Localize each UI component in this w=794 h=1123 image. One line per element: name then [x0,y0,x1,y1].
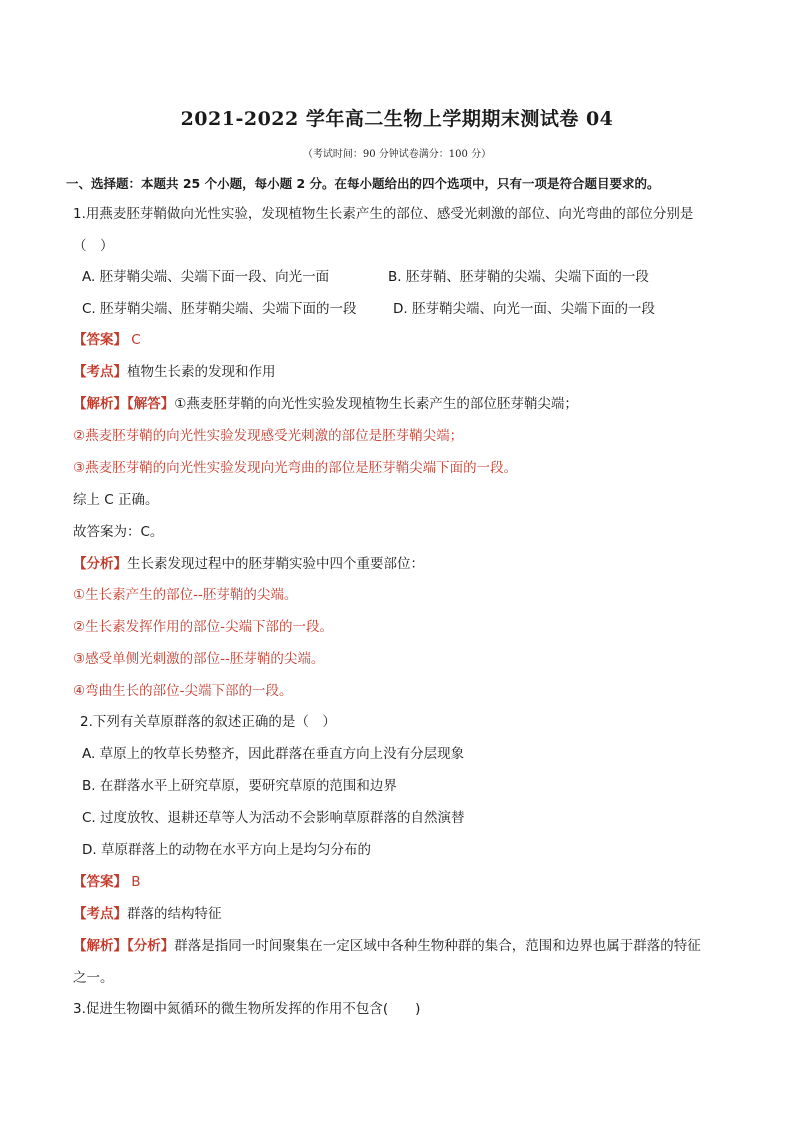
section-header: 一、选择题：本题共 25 个小题，每小题 2 分。在每小题给出的四个选项中，只有一项是符合题目要求的。 [66,176,660,191]
kaodian-tag: 【考点】 [73,364,127,380]
q1-option-a: A. 胚芽鞘尖端、尖端下面一段、向光一面 [82,269,330,285]
q1-summary: 综上 C 正确。 [73,492,159,508]
kaodian-text: 群落的结构特征 [127,906,222,922]
q2-jiexi-2: 之一。 [73,970,114,986]
exam-info: （考试时间：90 分钟试卷满分：100 分） [302,149,492,160]
q1-option-b: B. 胚芽鞘、胚芽鞘的尖端、尖端下面的一段 [388,269,649,285]
q1-paren: （ ） [73,238,114,254]
q2-option-c: C. 过度放牧、退耕还草等人为活动不会影响草原群落的自然演替 [82,810,465,826]
jiexi-tag: 【解析】【解答】 [73,396,175,412]
fenxi-text: 生长素发现过程中的胚芽鞘实验中四个重要部位： [127,556,424,572]
q2-option-a: A. 草原上的牧草长势整齐，因此群落在垂直方向上没有分层现象 [82,746,465,762]
q2-answer [73,873,141,891]
fenxi-tag: 【分析】 [73,556,127,572]
answer-tag: 【答案】 [73,874,127,890]
q1-point-4: ④弯曲生长的部位-尖端下部的一段。 [73,683,293,699]
page-title: 2021-2022 学年高二生物上学期期末测试卷 04 [180,108,614,130]
q1-option-d: D. 胚芽鞘尖端、向光一面、尖端下面的一段 [393,301,655,317]
q1-kaodian [73,363,276,381]
q1-option-c: C. 胚芽鞘尖端、胚芽鞘尖端、尖端下面的一段 [82,301,357,317]
kaodian-text: 植物生长素的发现和作用 [127,364,276,380]
jiexi-tag: 【解析】【分析】 [73,938,175,954]
q1-point-1: ①生长素产生的部位--胚芽鞘的尖端。 [73,587,298,603]
q2-jiexi [73,937,701,955]
q2-stem: 2.下列有关草原群落的叙述正确的是（ ） [80,714,336,730]
q1-final: 故答案为：C。 [73,524,164,540]
q2-option-d: D. 草原群落上的动物在水平方向上是均匀分布的 [82,842,371,858]
q1-jiexi-2: ②燕麦胚芽鞘的向光性实验发现感受光刺激的部位是胚芽鞘尖端； [73,428,464,444]
q3-stem: 3.促进生物圈中氮循环的微生物所发挥的作用不包含( ) [73,1001,421,1017]
q2-kaodian [73,905,222,923]
q1-stem: 1.用燕麦胚芽鞘做向光性实验，发现植物生长素产生的部位、感受光刺激的部位、向光弯曲的部位分别是 [73,206,694,222]
jiexi-text: 群落是指同一时间聚集在一定区域中各种生物种群的集合，范围和边界也属于群落的特征 [174,938,701,954]
q1-jiexi-3: ③燕麦胚芽鞘的向光性实验发现向光弯曲的部位是胚芽鞘尖端下面的一段。 [73,460,518,476]
answer-tag: 【答案】 [73,332,127,348]
q1-point-3: ③感受单侧光刺激的部位--胚芽鞘的尖端。 [73,651,325,667]
jiexi-text: ①燕麦胚芽鞘的向光性实验发现植物生长素产生的部位胚芽鞘尖端； [174,396,578,412]
q1-fenxi [73,555,424,573]
q1-point-2: ②生长素发挥作用的部位-尖端下部的一段。 [73,619,333,635]
q1-jiexi [73,395,578,413]
q2-option-b: B. 在群落水平上研究草原，要研究草原的范围和边界 [82,778,397,794]
kaodian-tag: 【考点】 [73,906,127,922]
answer-value: C [127,332,141,348]
answer-value: B [127,874,141,890]
q1-answer [73,331,141,349]
